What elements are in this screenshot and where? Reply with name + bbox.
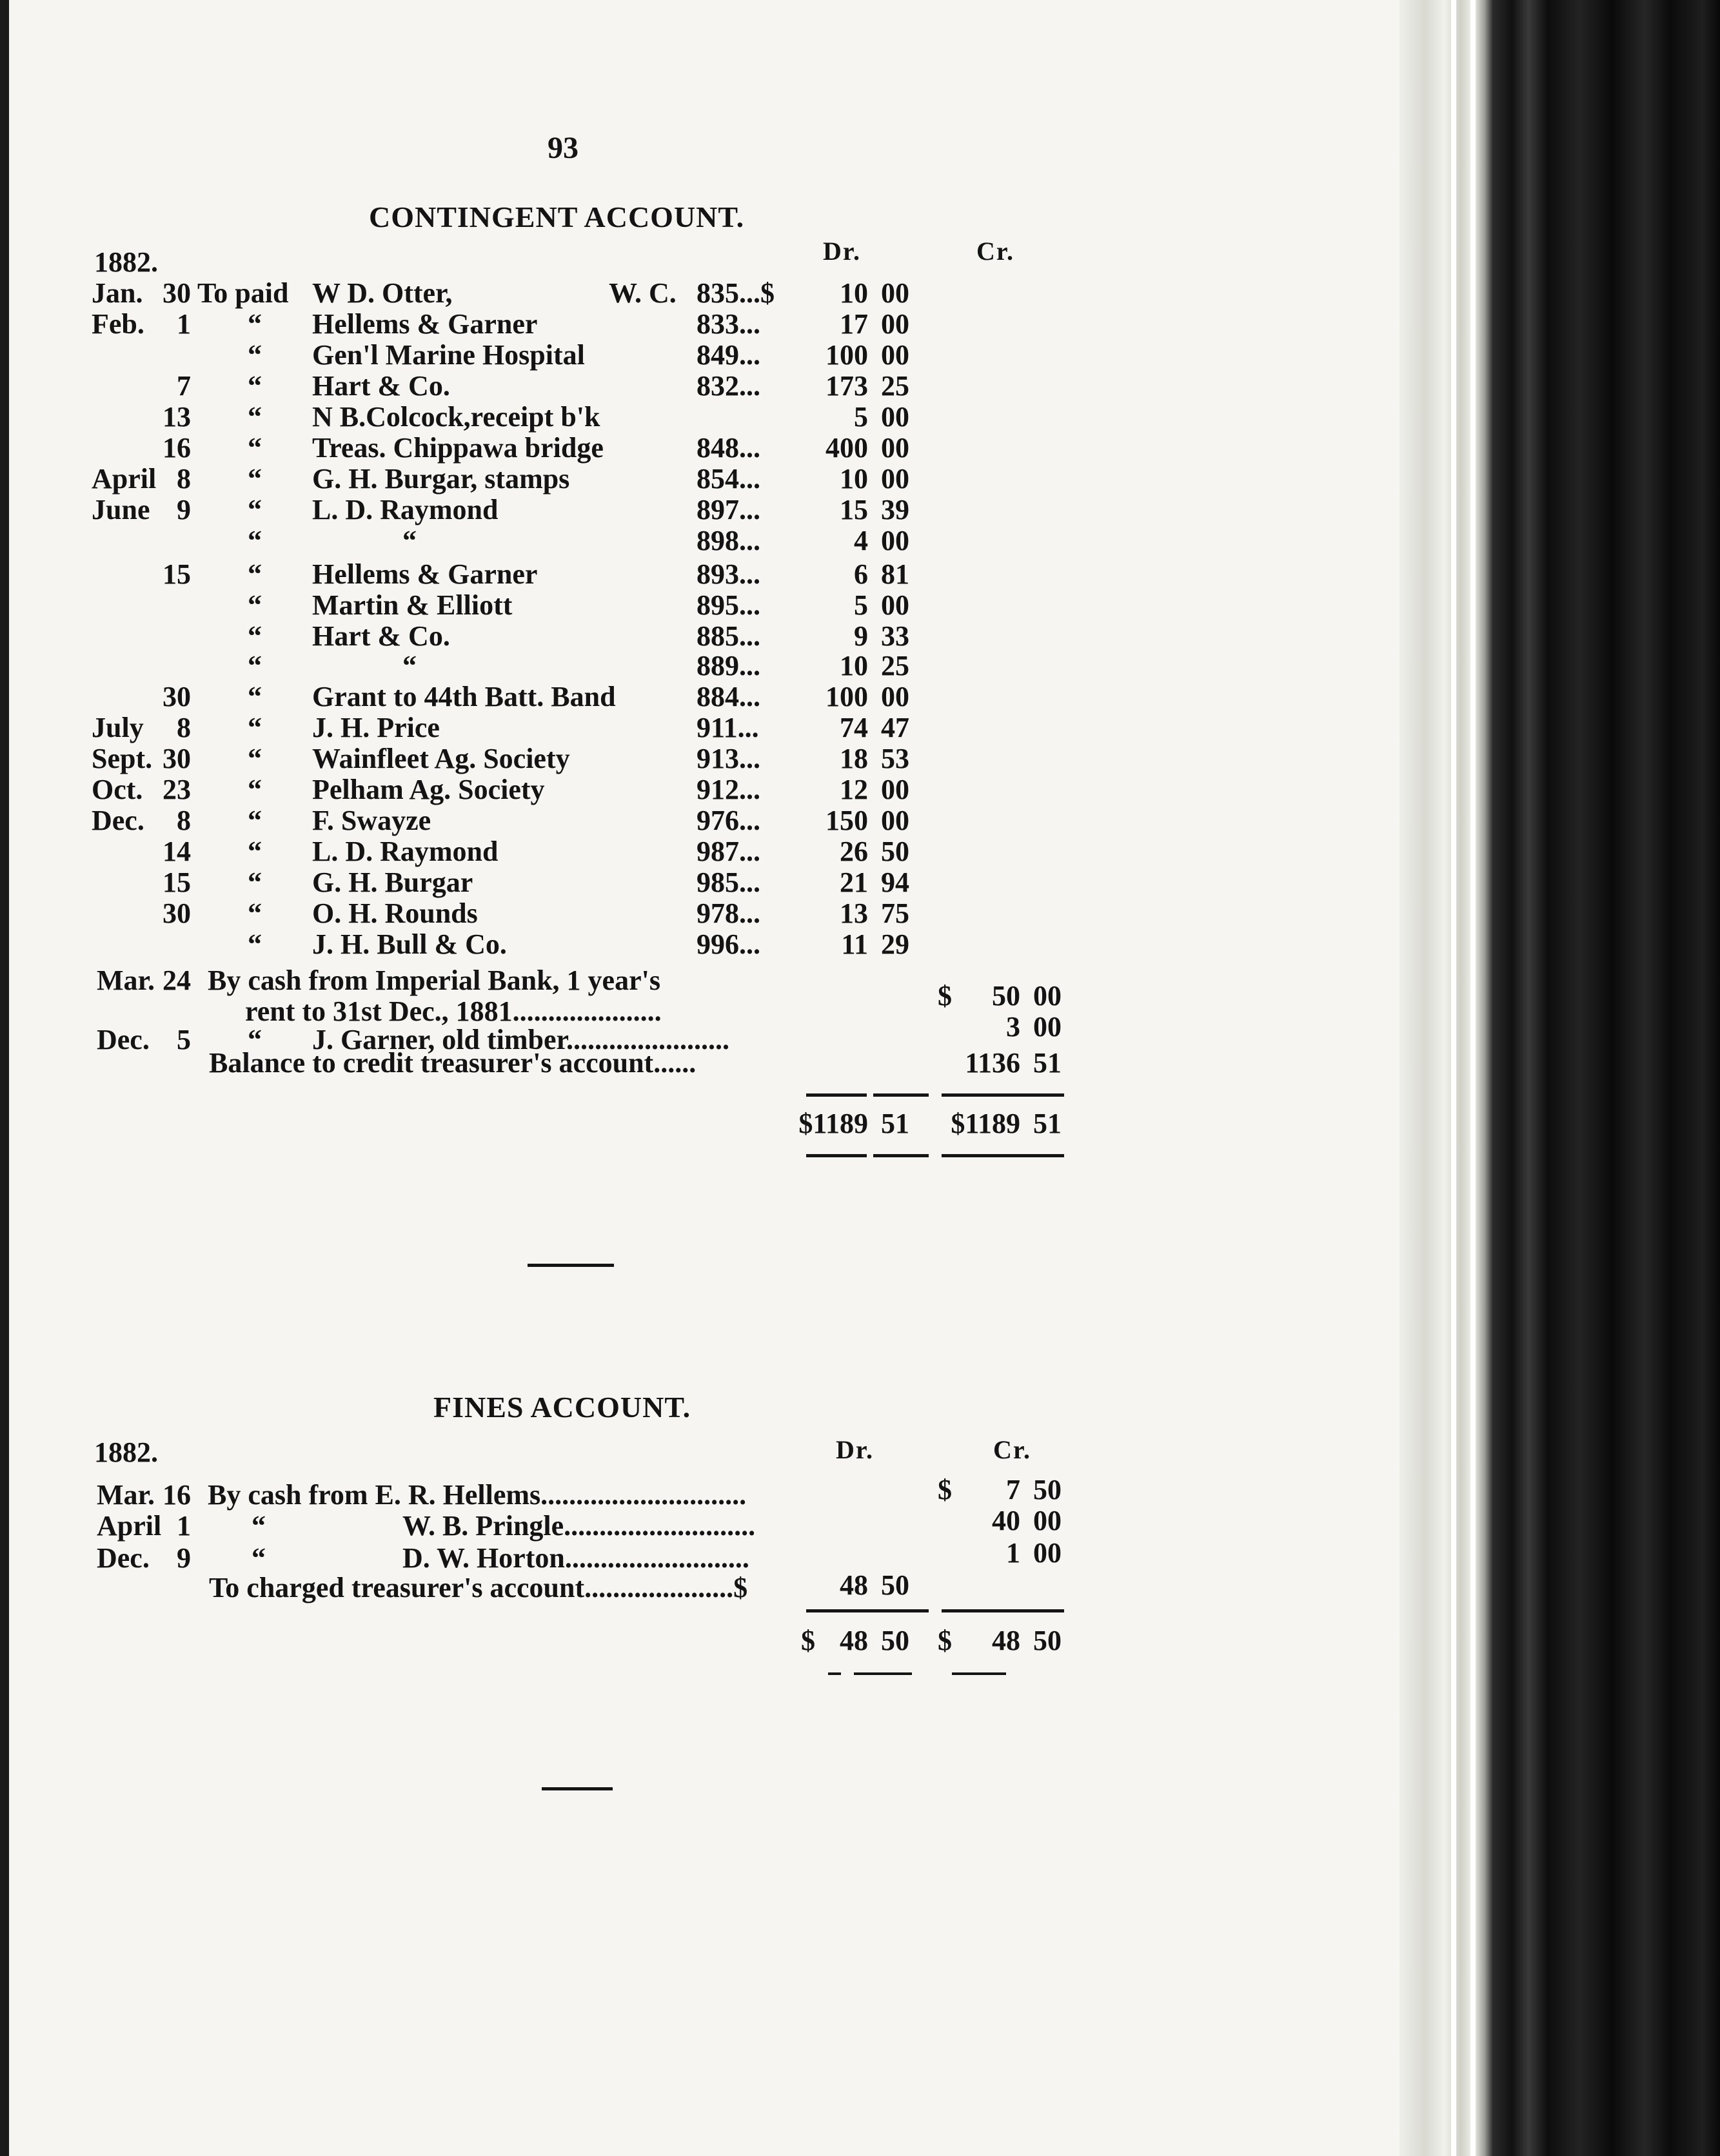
entry-dr-cents: 00: [881, 308, 909, 340]
credit-text-line1: By cash from Imperial Bank, 1 year's: [208, 965, 660, 996]
entry-day: 16: [163, 432, 191, 464]
entry-prefix: “: [248, 620, 262, 652]
entry-dr-dollars: 100: [825, 681, 868, 712]
credit-currency: $: [938, 980, 952, 1012]
entry-day: 8: [177, 805, 191, 836]
entry-dr-dollars: 6: [854, 558, 868, 590]
entry-voucher: 833...: [697, 308, 760, 340]
fines-cr-header: Cr.: [993, 1435, 1031, 1464]
entry-name: Hart & Co.: [312, 370, 450, 402]
fine-month: Mar.: [97, 1479, 155, 1511]
total-rule-bottom: [806, 1154, 867, 1157]
entry-dr-cents: 47: [881, 712, 909, 743]
page-edge: [1451, 0, 1456, 2156]
entry-dr-cents: 50: [881, 836, 909, 867]
fines-rule-top: [806, 1609, 929, 1612]
fine-month: April: [97, 1510, 162, 1542]
fine-month: Dec.: [97, 1542, 150, 1574]
entry-month: Oct.: [92, 774, 143, 805]
entry-month: Dec.: [92, 805, 144, 836]
balance-cr-dollars: 1136: [965, 1047, 1020, 1079]
entry-dr-cents: 00: [881, 401, 909, 433]
entry-day: 14: [163, 836, 191, 867]
balance-cr-cents: 51: [1033, 1047, 1062, 1079]
book-binding: [1399, 0, 1720, 2156]
entry-day: 13: [163, 401, 191, 433]
entry-day: 8: [177, 463, 191, 495]
entry-voucher: 895...: [697, 589, 760, 621]
entry-voucher: 987...: [697, 836, 760, 867]
entry-day: 1: [177, 308, 191, 340]
entry-prefix: To paid: [197, 277, 289, 309]
fines-rule-bottom: [854, 1672, 912, 1675]
entry-day: 30: [163, 681, 191, 712]
entry-prefix: “: [248, 308, 262, 340]
entry-dr-cents: 00: [881, 805, 909, 836]
entry-day: 30: [163, 743, 191, 774]
fine-cr-dollars: 1: [1006, 1537, 1020, 1569]
entry-prefix: “: [248, 774, 262, 805]
total-cr-cents: 51: [1033, 1108, 1062, 1139]
entry-prefix: “: [248, 339, 262, 371]
entry-month: June: [92, 494, 150, 525]
entry-prefix: “: [248, 867, 262, 898]
entry-voucher: 884...: [697, 681, 760, 712]
entry-name: “: [402, 650, 417, 681]
fine-text: D. W. Horton..........................: [402, 1542, 749, 1574]
credit-text: J. Garner, old timber.......................: [312, 1024, 729, 1055]
entry-dr-dollars: 9: [854, 620, 868, 652]
charged-dr-dollars: 48: [840, 1569, 868, 1601]
entry-day: 15: [163, 558, 191, 590]
entry-dr-dollars: 17: [840, 308, 868, 340]
entry-prefix: “: [248, 928, 262, 960]
entry-voucher: 976...: [697, 805, 760, 836]
entry-voucher: 835...$: [697, 277, 775, 309]
entry-voucher: 898...: [697, 525, 760, 556]
entry-prefix: “: [248, 401, 262, 433]
fine-day: 16: [163, 1479, 191, 1511]
entry-dr-cents: 53: [881, 743, 909, 774]
entry-prefix: “: [248, 805, 262, 836]
entry-prefix: “: [248, 463, 262, 495]
entry-dr-dollars: 10: [840, 650, 868, 681]
entry-day: 15: [163, 867, 191, 898]
entry-dr-dollars: 100: [825, 339, 868, 371]
entry-voucher: 832...: [697, 370, 760, 402]
entry-name: N B.Colcock,receipt b'k: [312, 401, 600, 433]
credit-day: 24: [163, 965, 191, 996]
fine-cr-cents: 00: [1033, 1505, 1062, 1536]
fines-rule-bottom: [952, 1672, 1006, 1675]
credit-cr-cents: 00: [1033, 980, 1062, 1012]
fine-cr-dollars: 40: [992, 1505, 1020, 1536]
entry-dr-dollars: 74: [840, 712, 868, 743]
entry-dr-cents: 25: [881, 650, 909, 681]
entry-wc: W. C.: [609, 277, 677, 309]
fines-title: FINES ACCOUNT.: [433, 1391, 691, 1424]
entry-prefix: “: [248, 432, 262, 464]
entry-name: “: [402, 525, 417, 556]
entry-day: 23: [163, 774, 191, 805]
entry-dr-cents: 00: [881, 774, 909, 805]
entry-dr-dollars: 173: [825, 370, 868, 402]
entry-name: G. H. Burgar: [312, 867, 473, 898]
balance-text: Balance to credit treasurer's account......: [209, 1047, 697, 1079]
entry-voucher: 996...: [697, 928, 760, 960]
entry-name: W D. Otter,: [312, 277, 453, 309]
entry-prefix: “: [248, 525, 262, 556]
entry-prefix: “: [248, 494, 262, 525]
entry-prefix: “: [248, 681, 262, 712]
contingent-dr-header: Dr.: [823, 237, 861, 266]
fines-rule-bottom: [828, 1672, 841, 1675]
entry-dr-dollars: 10: [840, 277, 868, 309]
entry-voucher: 889...: [697, 650, 760, 681]
charged-text: To charged treasurer's account.....................$: [209, 1572, 748, 1603]
entry-prefix: “: [248, 712, 262, 743]
entry-prefix: “: [248, 558, 262, 590]
entry-month: Jan.: [92, 277, 143, 309]
fines-total-dr-currency: $: [801, 1625, 815, 1656]
fine-prefix: “: [252, 1510, 266, 1542]
entry-name: L. D. Raymond: [312, 494, 499, 525]
entry-voucher: 911...: [697, 712, 759, 743]
entry-dr-dollars: 4: [854, 525, 868, 556]
fine-day: 1: [177, 1510, 191, 1542]
entry-dr-cents: 39: [881, 494, 909, 525]
entry-name: Hellems & Garner: [312, 308, 538, 340]
entry-dr-dollars: 10: [840, 463, 868, 495]
entry-day: 8: [177, 712, 191, 743]
entry-dr-cents: 00: [881, 525, 909, 556]
credit-day: 5: [177, 1024, 191, 1055]
entry-dr-dollars: 5: [854, 401, 868, 433]
entry-dr-cents: 25: [881, 370, 909, 402]
total-rule-top: [873, 1093, 929, 1097]
entry-voucher: 985...: [697, 867, 760, 898]
page-number: 93: [548, 131, 578, 165]
entry-voucher: 912...: [697, 774, 760, 805]
entry-dr-dollars: 13: [840, 897, 868, 929]
fines-total-cr-currency: $: [938, 1625, 952, 1656]
entry-name: G. H. Burgar, stamps: [312, 463, 570, 495]
entry-dr-dollars: 400: [825, 432, 868, 464]
entry-dr-cents: 94: [881, 867, 909, 898]
entry-prefix: “: [248, 897, 262, 929]
fine-text: W. B. Pringle...........................: [402, 1510, 756, 1542]
entry-dr-cents: 00: [881, 681, 909, 712]
fines-total-cr-dollars: 48: [992, 1625, 1020, 1656]
entry-dr-dollars: 5: [854, 589, 868, 621]
entry-dr-cents: 00: [881, 589, 909, 621]
entry-voucher: 978...: [697, 897, 760, 929]
entry-dr-cents: 33: [881, 620, 909, 652]
credit-text-line2: rent to 31st Dec., 1881.....................: [245, 995, 662, 1027]
entry-month: Sept.: [92, 743, 153, 774]
fines-rule-top: [942, 1609, 1064, 1612]
fines-dr-header: Dr.: [836, 1435, 874, 1464]
entry-prefix: “: [248, 836, 262, 867]
entry-dr-cents: 00: [881, 277, 909, 309]
credit-prefix: “: [248, 1024, 262, 1055]
entry-prefix: “: [248, 370, 262, 402]
fines-total-cr-cents: 50: [1033, 1625, 1062, 1656]
entry-voucher: 885...: [697, 620, 760, 652]
entry-voucher: 897...: [697, 494, 760, 525]
entry-name: Hellems & Garner: [312, 558, 538, 590]
contingent-year: 1882.: [94, 246, 158, 278]
entry-dr-cents: 81: [881, 558, 909, 590]
entry-month: Feb.: [92, 308, 144, 340]
total-rule-top: [942, 1093, 1064, 1097]
fine-cr-cents: 50: [1033, 1474, 1062, 1505]
entry-dr-dollars: 21: [840, 867, 868, 898]
page-edge: [1470, 0, 1476, 2156]
entry-dr-cents: 00: [881, 463, 909, 495]
credit-cr-dollars: 50: [992, 980, 1020, 1012]
entry-name: O. H. Rounds: [312, 897, 478, 929]
entry-day: 30: [163, 277, 191, 309]
fine-currency: $: [938, 1474, 952, 1505]
entry-dr-dollars: 11: [841, 928, 868, 960]
entry-voucher: 854...: [697, 463, 760, 495]
section-divider: [528, 1264, 614, 1267]
fines-total-dr-dollars: 48: [840, 1625, 868, 1656]
entry-dr-dollars: 18: [840, 743, 868, 774]
fine-day: 9: [177, 1542, 191, 1574]
entry-prefix: “: [248, 589, 262, 621]
entry-prefix: “: [248, 650, 262, 681]
entry-dr-cents: 75: [881, 897, 909, 929]
total-rule-bottom: [873, 1154, 929, 1157]
entry-name: F. Swayze: [312, 805, 431, 836]
entry-dr-dollars: 26: [840, 836, 868, 867]
entry-dr-cents: 00: [881, 339, 909, 371]
entry-dr-dollars: 150: [825, 805, 868, 836]
entry-month: July: [92, 712, 144, 743]
entry-voucher: 848...: [697, 432, 760, 464]
total-rule-bottom: [942, 1154, 1064, 1157]
total-dr-dollars: $1189: [798, 1108, 868, 1139]
entry-prefix: “: [248, 743, 262, 774]
entry-day: 9: [177, 494, 191, 525]
fines-total-dr-cents: 50: [881, 1625, 909, 1656]
fine-prefix: “: [252, 1542, 266, 1574]
entry-dr-dollars: 12: [840, 774, 868, 805]
section-divider: [542, 1787, 613, 1790]
credit-month: Mar.: [97, 965, 155, 996]
total-rule-top: [806, 1093, 867, 1097]
entry-voucher: 893...: [697, 558, 760, 590]
entry-month: April: [92, 463, 157, 495]
contingent-cr-header: Cr.: [976, 237, 1014, 266]
entry-name: L. D. Raymond: [312, 836, 499, 867]
entry-name: Grant to 44th Batt. Band: [312, 681, 616, 712]
entry-name: J. H. Bull & Co.: [312, 928, 507, 960]
fine-cr-dollars: 7: [1006, 1474, 1020, 1505]
credit-cr-dollars: 3: [1006, 1011, 1020, 1043]
total-dr-cents: 51: [881, 1108, 909, 1139]
entry-dr-dollars: 15: [840, 494, 868, 525]
charged-dr-cents: 50: [881, 1569, 909, 1601]
entry-voucher: 849...: [697, 339, 760, 371]
fines-year: 1882.: [94, 1436, 158, 1468]
entry-name: Pelham Ag. Society: [312, 774, 545, 805]
fine-text: By cash from E. R. Hellems.............................: [208, 1479, 747, 1511]
credit-cr-cents: 00: [1033, 1011, 1062, 1043]
entry-dr-cents: 00: [881, 432, 909, 464]
entry-name: Treas. Chippawa bridge: [312, 432, 604, 464]
entry-voucher: 913...: [697, 743, 760, 774]
entry-name: Hart & Co.: [312, 620, 450, 652]
entry-name: J. H. Price: [312, 712, 440, 743]
entry-day: 7: [177, 370, 191, 402]
entry-dr-cents: 29: [881, 928, 909, 960]
entry-day: 30: [163, 897, 191, 929]
entry-name: Martin & Elliott: [312, 589, 513, 621]
credit-month: Dec.: [97, 1024, 150, 1055]
contingent-title: CONTINGENT ACCOUNT.: [369, 201, 745, 233]
entry-name: Wainfleet Ag. Society: [312, 743, 570, 774]
entry-name: Gen'l Marine Hospital: [312, 339, 585, 371]
total-cr-dollars: $1189: [951, 1108, 1020, 1139]
fine-cr-cents: 00: [1033, 1537, 1062, 1569]
